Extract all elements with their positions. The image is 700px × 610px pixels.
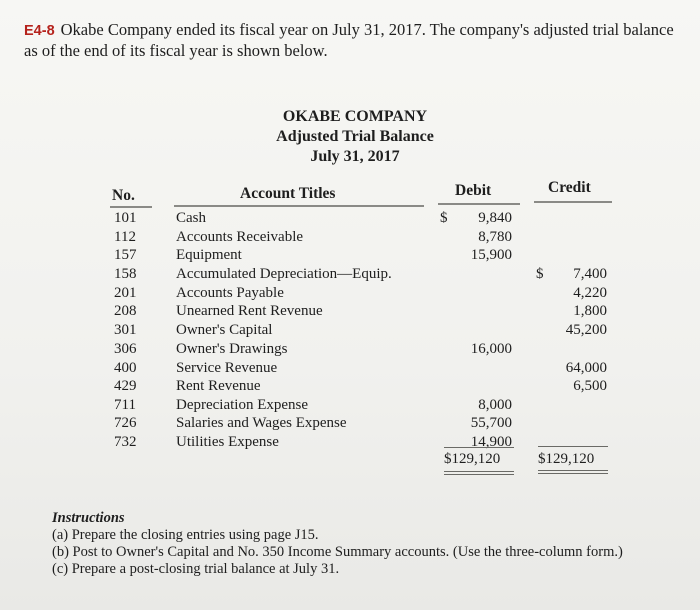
account-title: Owner's Drawings [176, 341, 288, 357]
debit-amount: 15,900 [470, 247, 512, 263]
debit-amount: 55,700 [470, 415, 512, 431]
exercise-text: Okabe Company ended its fiscal year on July 31, 2017. The company's adjusted trial balance as of the end of its fiscal year is shown below. [24, 20, 674, 60]
debit-amount: 16,000 [470, 341, 512, 357]
account-number: 301 [114, 322, 137, 338]
table-row [0, 321, 620, 339]
account-title: Salaries and Wages Expense [176, 415, 347, 431]
debit-total-rule [444, 447, 514, 448]
account-title: Depreciation Expense [176, 397, 309, 413]
table-row [0, 414, 620, 432]
account-title: Cash [176, 210, 206, 226]
debit-double-underline-1 [444, 471, 514, 472]
column-header-no: No. [112, 187, 135, 204]
debit-amount: 14,900 [470, 434, 512, 450]
table-row [0, 246, 620, 264]
table-row [0, 377, 620, 395]
credit-dollar-sign: $ [536, 266, 544, 282]
instruction-item: (c) Prepare a post-closing trial balance at July 31. [52, 561, 340, 577]
account-number: 208 [114, 303, 137, 319]
account-number: 158 [114, 266, 137, 282]
account-number: 157 [114, 247, 137, 263]
account-title: Owner's Capital [176, 322, 273, 338]
table-row [0, 209, 620, 227]
table-row [0, 228, 620, 246]
credit-amount: 64,000 [565, 360, 607, 376]
account-title: Service Revenue [176, 360, 278, 376]
credit-amount: 1,800 [573, 303, 607, 319]
column-header-credit: Credit [548, 179, 591, 196]
instructions [52, 510, 692, 578]
instruction-item: (b) Post to Owner's Capital and No. 350 Income Summary accounts. (Use the three-column form.) [52, 544, 623, 560]
account-title: Accumulated Depreciation—Equip. [176, 266, 392, 282]
account-number: 726 [114, 415, 137, 431]
debit-dollar-sign: $ [440, 210, 448, 226]
account-number: 101 [114, 210, 137, 226]
account-number: 112 [114, 229, 136, 245]
account-title: Utilities Expense [176, 434, 279, 450]
table-row [0, 340, 620, 358]
account-title: Rent Revenue [176, 378, 261, 394]
credit-double-underline-2 [538, 473, 608, 474]
account-title: Unearned Rent Revenue [176, 303, 323, 319]
credit-total: $129,120 [538, 451, 595, 467]
account-number: 732 [114, 434, 137, 450]
table-row [0, 396, 620, 414]
account-number: 306 [114, 341, 137, 357]
credit-amount: 4,220 [573, 285, 607, 301]
debit-amount: 9,840 [478, 210, 512, 226]
account-number: 429 [114, 378, 137, 394]
table-row [0, 359, 620, 377]
exercise-number: E4-8 [24, 23, 55, 39]
instructions-heading: Instructions [52, 510, 125, 526]
credit-double-underline-1 [538, 470, 608, 471]
credit-amount: 6,500 [573, 378, 607, 394]
account-title: Accounts Payable [176, 285, 284, 301]
instruction-item: (a) Prepare the closing entries using page J15. [52, 527, 319, 543]
debit-double-underline-2 [444, 474, 514, 475]
statement-title: Adjusted Trial Balance [276, 128, 434, 145]
column-header-debit: Debit [455, 182, 492, 199]
credit-amount: 7,400 [573, 266, 607, 282]
table-row [0, 284, 620, 302]
header-rule-titles [174, 205, 424, 207]
exercise-heading [24, 20, 684, 61]
statement-date: July 31, 2017 [310, 148, 400, 165]
table-row [0, 433, 620, 451]
credit-amount: 45,200 [565, 322, 607, 338]
header-rule-debit [438, 203, 520, 205]
account-title: Equipment [176, 247, 242, 263]
account-number: 711 [114, 397, 136, 413]
credit-total-rule [538, 446, 608, 447]
debit-total: $129,120 [444, 451, 501, 467]
column-header-account-titles: Account Titles [240, 185, 336, 202]
account-number: 201 [114, 285, 137, 301]
header-rule-credit [534, 201, 612, 203]
debit-amount: 8,780 [478, 229, 512, 245]
table-row [0, 302, 620, 320]
table-row [0, 265, 620, 283]
header-rule-no [110, 206, 152, 208]
account-title: Accounts Receivable [176, 229, 304, 245]
debit-amount: 8,000 [478, 397, 512, 413]
company-name: OKABE COMPANY [282, 108, 428, 125]
statement-header [240, 107, 470, 167]
account-number: 400 [114, 360, 137, 376]
